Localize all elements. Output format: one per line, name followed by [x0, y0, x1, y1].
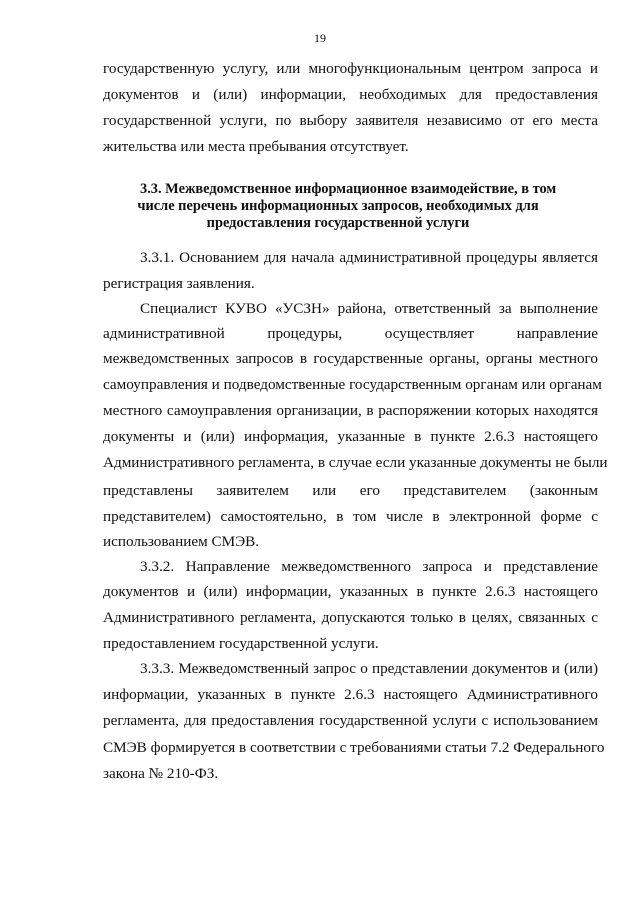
specialist-line-9: представителем) самостоятельно, в том числе в электронной форме с — [103, 508, 598, 525]
p332-line-3: Административного регламента, допускаются только в целях, связанных с — [103, 609, 598, 626]
specialist-line-6: документы и (или) информация, указанные в пункте 2.6.3 настоящего — [103, 428, 598, 445]
p333-line-4: СМЭВ формируется в соответствии с требованиями статьи 7.2 Федерального — [103, 739, 605, 756]
p333-line-1: 3.3.3. Межведомственный запрос о представлении документов и (или) — [140, 660, 598, 677]
specialist-line-8: представлены заявителем или его представителем (законным — [103, 482, 598, 499]
p333-line-2: информации, указанных в пункте 2.6.3 настоящего Административного — [103, 686, 598, 703]
specialist-line-3: межведомственных запросов в государственные органы, органы местного — [103, 350, 598, 367]
p332-line-4: предоставлением государственной услуги. — [103, 635, 379, 652]
p332-line-2: документов и (или) информации, указанных в пункте 2.6.3 настоящего — [103, 583, 598, 600]
section-heading-line-1: 3.3. Межведомственное информационное взаимодействие, в том — [140, 181, 557, 197]
specialist-line-2: административной процедуры, осуществляет направление — [103, 325, 598, 342]
continuation-line-3: государственной услуги, по выбору заявителя независимо от его места — [103, 112, 598, 129]
p332-line-1: 3.3.2. Направление межведомственного запроса и представление — [140, 558, 598, 575]
continuation-line-2: документов и (или) информации, необходимых для предоставления — [103, 86, 598, 103]
specialist-line-1: Специалист КУВО «УСЗН» района, ответственный за выполнение — [140, 300, 598, 317]
continuation-line-1: государственную услугу, или многофункциональным центром запроса и — [103, 60, 598, 77]
specialist-line-5: местного самоуправления организации, в распоряжении которых находятся — [103, 402, 598, 419]
section-heading-line-3: предоставления государственной услуги — [206, 215, 470, 231]
p333-line-5: закона № 210-ФЗ. — [103, 765, 219, 782]
page-number: 19 — [314, 31, 326, 45]
p331-line-1: 3.3.1. Основанием для начала административной процедуры является — [140, 249, 598, 266]
continuation-line-4: жительства или места пребывания отсутствует. — [103, 138, 409, 155]
p333-line-3: регламента, для предоставления государственной услуги с использованием — [103, 712, 598, 729]
p331-line-2: регистрация заявления. — [103, 275, 255, 292]
specialist-line-10: использованием СМЭВ. — [103, 533, 260, 550]
specialist-line-7: Административного регламента, в случае если указанные документы не были — [103, 454, 608, 471]
specialist-line-4: самоуправления и подведомственные государственным органам или органам — [103, 376, 602, 393]
section-heading-line-2: числе перечень информационных запросов, необходимых для — [137, 198, 539, 214]
